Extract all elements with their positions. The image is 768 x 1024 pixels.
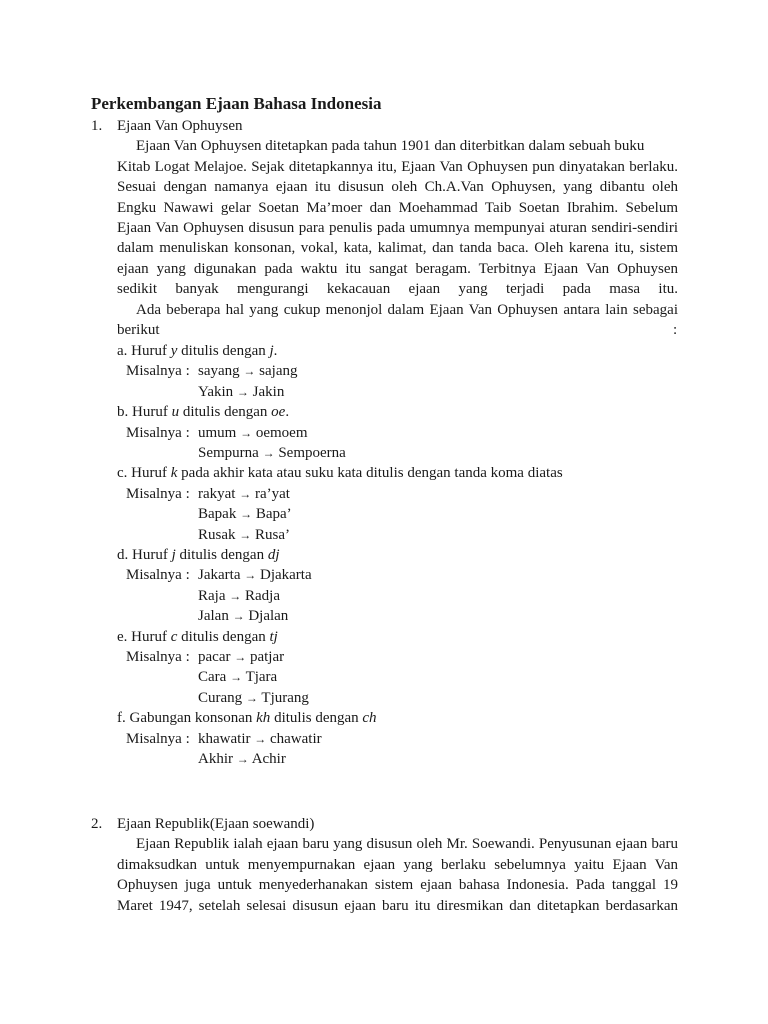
example-converted: Tjara — [245, 669, 278, 685]
rule-text — [117, 402, 289, 422]
rule-fragment: . — [273, 343, 278, 359]
example-row — [198, 667, 277, 687]
example-original: Rusak — [198, 527, 236, 543]
misalnya-label: Misalnya : — [126, 731, 190, 747]
example-original: Akhir — [198, 751, 233, 767]
arrow-right-icon: → — [244, 568, 257, 582]
rule-letter: y — [170, 343, 178, 359]
section-1-paragraph2-colon: : — [673, 322, 678, 338]
section-1-paragraph-line: ejaan yang digunakan pada waktu itu sangat beragam. Terbitnya Ejaan Van Ophuysen — [117, 261, 678, 277]
rule-fragment: d. Huruf — [117, 547, 172, 563]
arrow-right-icon: → — [240, 426, 253, 440]
rule-letter: j — [269, 343, 274, 359]
rule-fragment: ditulis dengan — [177, 629, 270, 645]
section-1-paragraph2-line: berikut — [117, 322, 160, 338]
example-row — [198, 688, 309, 708]
rule-letter: c — [170, 629, 178, 645]
example-row — [198, 382, 284, 402]
rule-fragment: ditulis dengan — [177, 343, 270, 359]
example-converted: chawatir — [269, 731, 322, 747]
rule-text — [117, 627, 278, 647]
rule-fragment: ditulis dengan — [175, 547, 268, 563]
example-row — [198, 361, 297, 381]
rule-fragment: f. Gabungan konsonan — [117, 710, 257, 726]
rule-letter: u — [171, 404, 180, 420]
example-original: umum — [198, 425, 237, 441]
section-2-paragraph-line: Ejaan Republik ialah ejaan baru yang disusun oleh Mr. Soewandi. Penyusunan ejaan baru — [136, 836, 678, 852]
section-1-paragraph2-line: Ada beberapa hal yang cukup menonjol dalam Ejaan Van Ophuysen antara lain sebagai — [136, 302, 678, 318]
arrow-right-icon: → — [245, 691, 258, 705]
example-row — [198, 525, 290, 545]
rule-text — [117, 463, 563, 483]
misalnya-label: Misalnya : — [126, 567, 190, 583]
rule-letter: ch — [362, 710, 377, 726]
rule-text — [117, 341, 277, 361]
example-original: Cara — [198, 669, 227, 685]
example-converted: patjar — [249, 649, 285, 665]
example-converted: Rusa’ — [255, 527, 290, 543]
example-row — [198, 647, 284, 667]
example-original: Sempurna — [198, 445, 259, 461]
section-2-paragraph-line: Ophuysen juga untuk menyederhanakan sistem ejaan bahasa Indonesia. Pada tanggal 19 — [117, 877, 678, 893]
example-original: Bapak — [198, 506, 237, 522]
section-1-paragraph-line: Ejaan Van Ophuysen ditetapkan pada tahun 1901 dan diterbitkan dalam sebuah buku — [136, 138, 645, 154]
arrow-right-icon: → — [234, 650, 247, 664]
example-converted: Jakin — [252, 384, 285, 400]
rule-fragment: ditulis dengan — [179, 404, 272, 420]
rule-fragment: ditulis dengan — [270, 710, 363, 726]
example-original: Raja — [198, 588, 226, 604]
section-1-heading: Ejaan Van Ophuysen — [117, 118, 243, 134]
example-converted: Sempoerna — [278, 445, 346, 461]
rule-letter: oe — [271, 404, 286, 420]
example-row — [198, 586, 280, 606]
rule-text — [117, 708, 377, 728]
arrow-right-icon: → — [243, 364, 256, 378]
arrow-right-icon: → — [239, 528, 252, 542]
example-row — [198, 423, 308, 443]
example-original: rakyat — [198, 486, 236, 502]
rule-fragment: e. Huruf — [117, 629, 171, 645]
section-1-paragraph-line: sedikit banyak mengurangi kekacauan ejaan yang terjadi pada masa itu. — [117, 281, 678, 297]
misalnya-label: Misalnya : — [126, 425, 190, 441]
section-1-paragraph-line: Ejaan Van Ophuysen disusun para penulis pada umumnya mempunyai aturan sendiri-sendiri — [117, 220, 678, 236]
page-title: Perkembangan Ejaan Bahasa Indonesia — [91, 94, 382, 113]
example-original: pacar — [198, 649, 231, 665]
arrow-right-icon: → — [232, 609, 245, 623]
example-original: khawatir — [198, 731, 251, 747]
example-row — [198, 749, 286, 769]
rule-text — [117, 545, 280, 565]
example-converted: Djalan — [248, 608, 289, 624]
rule-letter: tj — [269, 629, 278, 645]
rule-fragment: a. Huruf — [117, 343, 171, 359]
rule-fragment: b. Huruf — [117, 404, 172, 420]
example-row — [198, 565, 312, 585]
section-1-paragraph-line: Sesuai dengan namanya ejaan itu disusun oleh Ch.A.Van Ophuysen, yang dibantu oleh — [117, 179, 678, 195]
arrow-right-icon: → — [240, 507, 253, 521]
section-2-paragraph-line: dimaksudkan untuk menyempurnakan ejaan yang berlaku sebelumnya yaitu Ejaan Van — [117, 857, 678, 873]
arrow-right-icon: → — [236, 385, 249, 399]
example-original: Curang — [198, 690, 243, 706]
rule-letter: dj — [267, 547, 280, 563]
misalnya-label: Misalnya : — [126, 649, 190, 665]
section-1-number: 1. — [91, 118, 103, 134]
example-row — [198, 504, 292, 524]
arrow-right-icon: → — [236, 752, 249, 766]
example-original: sayang — [198, 363, 240, 379]
rule-fragment: pada akhir kata atau suku kata ditulis dengan tanda koma diatas — [177, 465, 563, 481]
example-converted: Djakarta — [259, 567, 312, 583]
arrow-right-icon: → — [254, 732, 267, 746]
section-1-paragraph-line: Engku Nawawi gelar Soetan Ma’moer dan Moehammad Taib Soetan Ibrahim. Sebelum — [117, 200, 678, 216]
rule-fragment: c. Huruf — [117, 465, 171, 481]
example-converted: Bapa’ — [255, 506, 292, 522]
section-2-number: 2. — [91, 816, 103, 832]
example-converted: Tjurang — [261, 690, 309, 706]
arrow-right-icon: → — [229, 589, 242, 603]
misalnya-label: Misalnya : — [126, 363, 190, 379]
section-2-paragraph-line: Maret 1947, setelah selesai disusun ejaan baru itu diresmikan dan ditetapkan berdasarkan — [117, 898, 678, 914]
misalnya-label: Misalnya : — [126, 486, 190, 502]
example-original: Yakin — [198, 384, 234, 400]
example-converted: oemoem — [255, 425, 308, 441]
example-row — [198, 606, 288, 626]
example-original: Jakarta — [198, 567, 241, 583]
arrow-right-icon: → — [262, 446, 275, 460]
section-1-paragraph-line: dalam menuliskan konsonan, vokal, kata, kalimat, dan tanda baca. Oleh karena itu, sistem — [117, 240, 678, 256]
example-converted: ra’yat — [254, 486, 290, 502]
arrow-right-icon: → — [230, 670, 243, 684]
section-1-paragraph-line: Kitab Logat Melajoe. Sejak ditetapkannya itu, Ejaan Van Ophuysen pun dinyatakan berlaku. — [117, 159, 678, 175]
example-row — [198, 443, 346, 463]
example-original: Jalan — [198, 608, 229, 624]
example-row — [198, 484, 290, 504]
example-converted: Achir — [251, 751, 286, 767]
arrow-right-icon: → — [239, 487, 252, 501]
rule-letter: k — [170, 465, 178, 481]
example-row — [198, 729, 322, 749]
rule-letter: kh — [256, 710, 271, 726]
rule-letter: j — [171, 547, 176, 563]
example-converted: sajang — [259, 363, 298, 379]
rule-fragment: . — [285, 404, 290, 420]
section-2-heading: Ejaan Republik(Ejaan soewandi) — [117, 816, 315, 832]
example-converted: Radja — [245, 588, 280, 604]
